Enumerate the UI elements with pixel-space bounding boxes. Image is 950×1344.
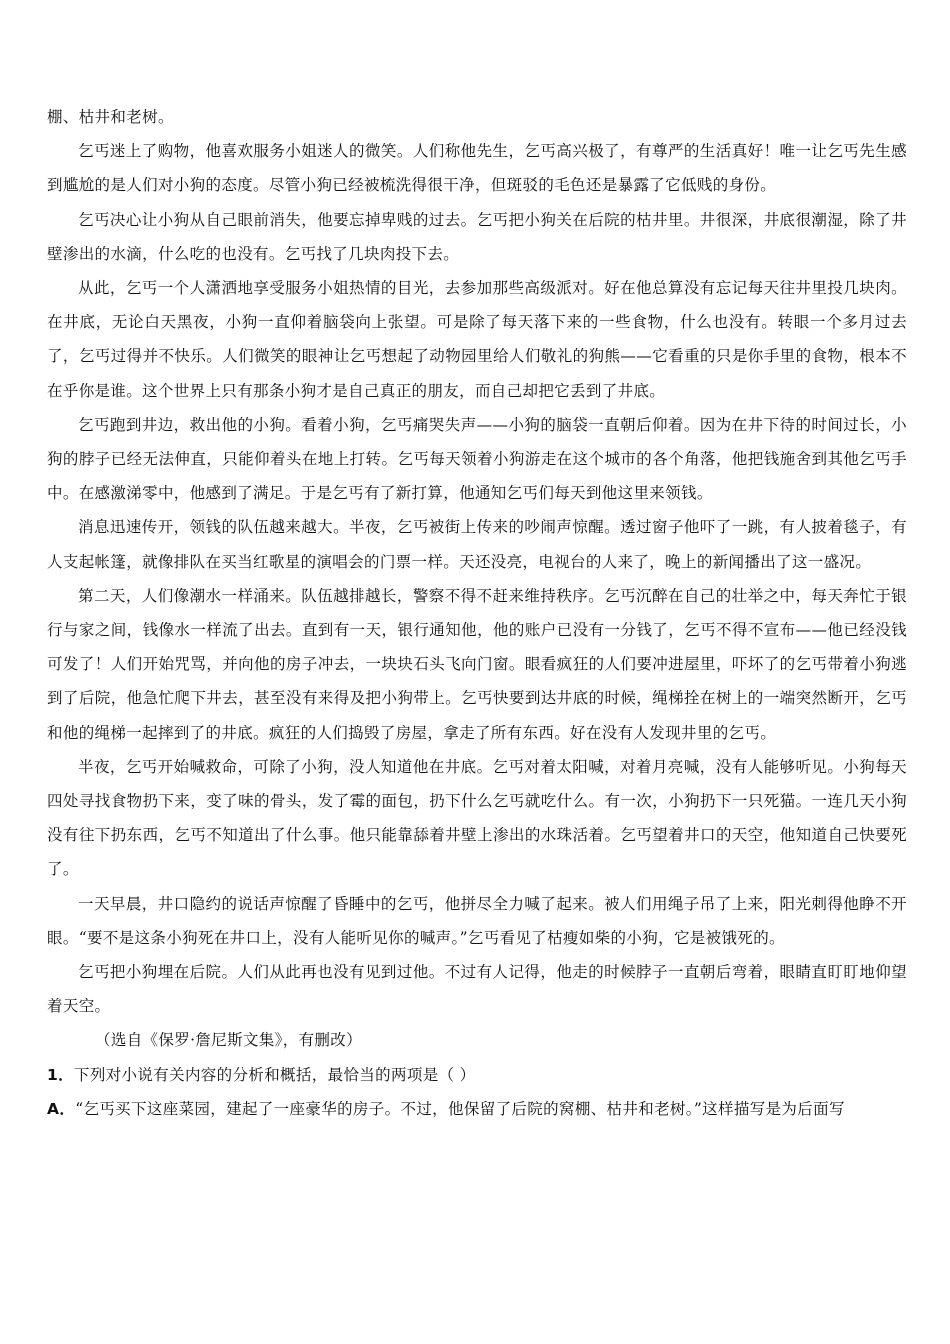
source-citation: （选自《保罗·詹尼斯文集》，有删改）	[95, 1031, 362, 1050]
question-text: 下列对小说有关内容的分析和概括，最恰当的两项是（ ）	[74, 1065, 476, 1084]
paragraph-7: 半夜，乞丐开始喊救命，可除了小狗，没人知道他在井底。乞丐对着太阳喊，对着月亮喊，没有人能够听见。小狗每天四处寻找食物扔下来，变了味的骨头，发了霉的面包，扔下什么乞丐就吃什么。有一次，小狗扔下一只死猫。一连几天小狗没有往下扔东西，乞丐不知道出了什么事。他只能靠舔着井壁上渗出的水珠活着。乞丐望着井口的天空，他知道自己快要死了。	[47, 757, 907, 879]
paragraph-3: 从此，乞丐一个人潇洒地享受服务小姐热情的目光，去参加那些高级派对。好在他总算没有忘记每天往井里投几块肉。在井底，无论白天黑夜，小狗一直仰着脑袋向上张望。可是除了每天落下来的一些食物，什么也没有。转眼一个多月过去了，乞丐过得并不快乐。人们微笑的眼神让乞丐想起了动物园里给人们敬礼的狗熊——它看重的只是你手里的食物，根本不在乎你是谁。这个世界上只有那条小狗才是自己真正的朋友，而自己却把它丢到了井底。	[47, 279, 907, 400]
question-number: 1．	[47, 1065, 74, 1084]
document-page	[47, 100, 907, 1126]
option-a-letter: A．	[47, 1099, 76, 1118]
paragraph-5: 消息迅速传开，领钱的队伍越来越大。半夜，乞丐被街上传来的吵闹声惊醒。透过窗子他吓了一跳，有人披着毯子，有人支起帐篷，就像排队在买当红歌星的演唱会的门票一样。天还没亮，电视台的人来了，晚上的新闻播出了这一盛况。	[47, 518, 907, 571]
paragraph-2: 乞丐决心让小狗从自己眼前消失，他要忘掉卑贱的过去。乞丐把小狗关在后院的枯井里。井很深，井底很潮湿，除了井壁渗出的水滴，什么吃的也没有。乞丐找了几块肉投下去。	[47, 210, 907, 263]
question-1	[47, 1058, 907, 1092]
paragraph-4: 乞丐跑到井边，救出他的小狗。看着小狗，乞丐痛哭失声——小狗的脑袋一直朝后仰着。因为在井下待的时间过长，小狗的脖子已经无法伸直，只能仰着头在地上打转。乞丐每天领着小狗游走在这个城市的各个角落，他把钱施舍到其他乞丐手中。在感激涕零中，他感到了满足。于是乞丐有了新打算，他通知乞丐们每天到他这里来领钱。	[47, 415, 907, 503]
paragraph-continuation: 棚、枯井和老树。	[47, 108, 174, 126]
paragraph-6: 第二天，人们像潮水一样涌来。队伍越排越长，警察不得不赶来维持秩序。乞丐沉醉在自己的壮举之中，每天奔忙于银行与家之间，钱像水一样流了出去。直到有一天，银行通知他，他的账户已没有一分钱了，乞丐不得不宣布——他已经没钱可发了！人们开始咒骂，并向他的房子冲去，一块块石头飞向门窗。眼看疯狂的人们要冲进屋里，吓坏了的乞丐带着小狗逃到了后院，他急忙爬下井去，甚至没有来得及把小狗带上。乞丐快要到达井底的时候，绳梯拴在树上的一端突然断开，乞丐和他的绳梯一起摔到了的井底。疯狂的人们捣毁了房屋，拿走了所有东西。好在没有人发现井里的乞丐。	[47, 586, 907, 742]
option-a	[47, 1092, 907, 1126]
paragraph-9: 乞丐把小狗埋在后院。人们从此再也没有见到过他。不过有人记得，他走的时候脖子一直朝后弯着，眼睛直盯盯地仰望着天空。	[47, 963, 907, 1016]
paragraph-8: 一天早晨，井口隐约的说话声惊醒了昏睡中的乞丐，他拼尽全力喊了起来。被人们用绳子吊了上来，阳光刺得他睁不开眼。“要不是这条小狗死在井口上，没有人能听见你的喊声。”乞丐看见了枯瘦如柴的小狗，它是被饿死的。	[47, 894, 907, 947]
option-a-text: “乞丐买下这座菜园，建起了一座豪华的房子。不过，他保留了后院的窝棚、枯井和老树。”这样描写是为后面写	[75, 1099, 845, 1118]
paragraph-1: 乞丐迷上了购物，他喜欢服务小姐迷人的微笑。人们称他先生，乞丐高兴极了，有尊严的生活真好！唯一让乞丐先生感到尴尬的是人们对小狗的态度。尽管小狗已经被梳洗得很干净，但斑驳的毛色还是暴露了它低贱的身份。	[47, 142, 907, 195]
